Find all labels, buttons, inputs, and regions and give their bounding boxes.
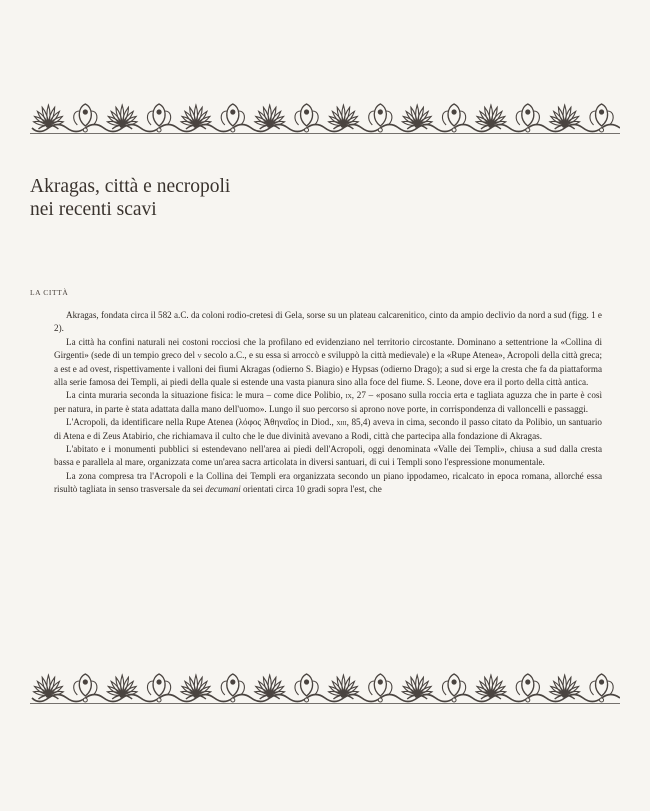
palmette-motif [295, 104, 318, 132]
paragraph-2: La città ha confini naturali nei costoni rocciosi che la profilano ed evidenziano nel territorio circostante. Dominano a settentrione la «Collina di Girgenti» (sede di un tempio greco del v secolo a.C., e su essa si arroccò e sviluppò la città medievale) e la «Rupe Atenea», Acropoli della città greca; a est e ad ovest, rispettivamente i valloni dei fiumi Akragas (odierno S. Biagio) e Hypsas (odierno Drago); a sud si erge la cresta che fa da piattaforma alla serie famosa dei Templi, ai piedi della quale si estende una vasta pianura sino alla foce del fiume. S. Leone, dove era il porto della città antica. [54, 336, 602, 388]
palmette-motif [516, 674, 539, 702]
palmette-motif [590, 104, 613, 132]
palmette-motif [181, 105, 211, 129]
palmette-motif [34, 105, 64, 129]
palmette-motif [402, 675, 432, 699]
palmette-motif [369, 674, 392, 702]
palmette-motif [550, 105, 580, 129]
chapter-title-line-2: nei recenti scavi [30, 199, 157, 220]
palmette-motif [74, 674, 97, 702]
palmette-motif [402, 105, 432, 129]
palmette-motif [476, 675, 506, 699]
palmette-motif [442, 674, 465, 702]
palmette-frieze-top [30, 95, 620, 135]
palmette-motif [550, 675, 580, 699]
palmette-motif [369, 104, 392, 132]
palmette-motif [74, 104, 97, 132]
palmette-motif [590, 674, 613, 702]
palmette-motif [107, 675, 137, 699]
paragraph-1: Akragas, fondata circa il 582 a.C. da coloni rodio-cretesi di Gela, sorse su un plateau calcarenitico, cinto da ampio declivio da nord a sud (figg. 1 e 2). [54, 310, 602, 334]
palmette-frieze-bottom [30, 665, 620, 705]
palmette-motif [329, 675, 359, 699]
palmette-motif [34, 675, 64, 699]
palmette-motif [255, 105, 285, 129]
paragraph-6: La zona compresa tra l'Acropoli e la Collina dei Templi era organizzata secondo un piano ippodameo, ricalcato in epoca romana, allorché essa risultò tagliata in senso trasversale da sei decumani orientati circa 10 gradi sopra l'est, che [54, 470, 602, 495]
palmette-motif [295, 674, 318, 702]
chapter-title-line-1: Akragas, città e necropoli [30, 176, 231, 197]
body-text [54, 309, 602, 497]
paragraph-5: L'abitato e i monumenti pubblici si estendevano nell'area ai piedi dell'Acropoli, oggi denominata «Valle dei Templi», chiusa a sud dalla cresta bassa e parallela al mare, organizzata come un'area sacra articolata in diversi santuari, di cui i Templi sono l'espressione monumentale. [54, 444, 602, 468]
section-heading: LA CITTÀ [30, 288, 69, 297]
palmette-motif [476, 105, 506, 129]
palmette-motif [107, 105, 137, 129]
palmette-motif [147, 104, 170, 132]
palmette-motif [516, 104, 539, 132]
palmette-motif [221, 674, 244, 702]
palmette-motif [181, 675, 211, 699]
palmette-motif [221, 104, 244, 132]
palmette-motif [442, 104, 465, 132]
paragraph-4: L'Acropoli, da identificare nella Rupe Atenea (λόφος Ἀθηναῖος in Diod., xiii, 85,4) aveva in cima, secondo il passo citato da Polibio, un santuario di Atena e di Zeus Atabirio, che richiamava il culto che le due divinità avevano a Rodi, città che partecipa alla fondazione di Akragas. [54, 417, 602, 441]
palmette-motif [329, 105, 359, 129]
palmette-motif [255, 675, 285, 699]
chapter-title [30, 175, 590, 221]
palmette-motif [147, 674, 170, 702]
paragraph-3: La cinta muraria seconda la situazione fisica: le mura – come dice Polibio, ix, 27 – «posano sulla roccia erta e tagliata aguzza che in parte è così per natura, in parte è stata adattata dalla mano dell'uomo». Lungo il suo percorso si aprono nove porte, in corrispondenza di valloncelli e passaggi. [54, 390, 602, 414]
